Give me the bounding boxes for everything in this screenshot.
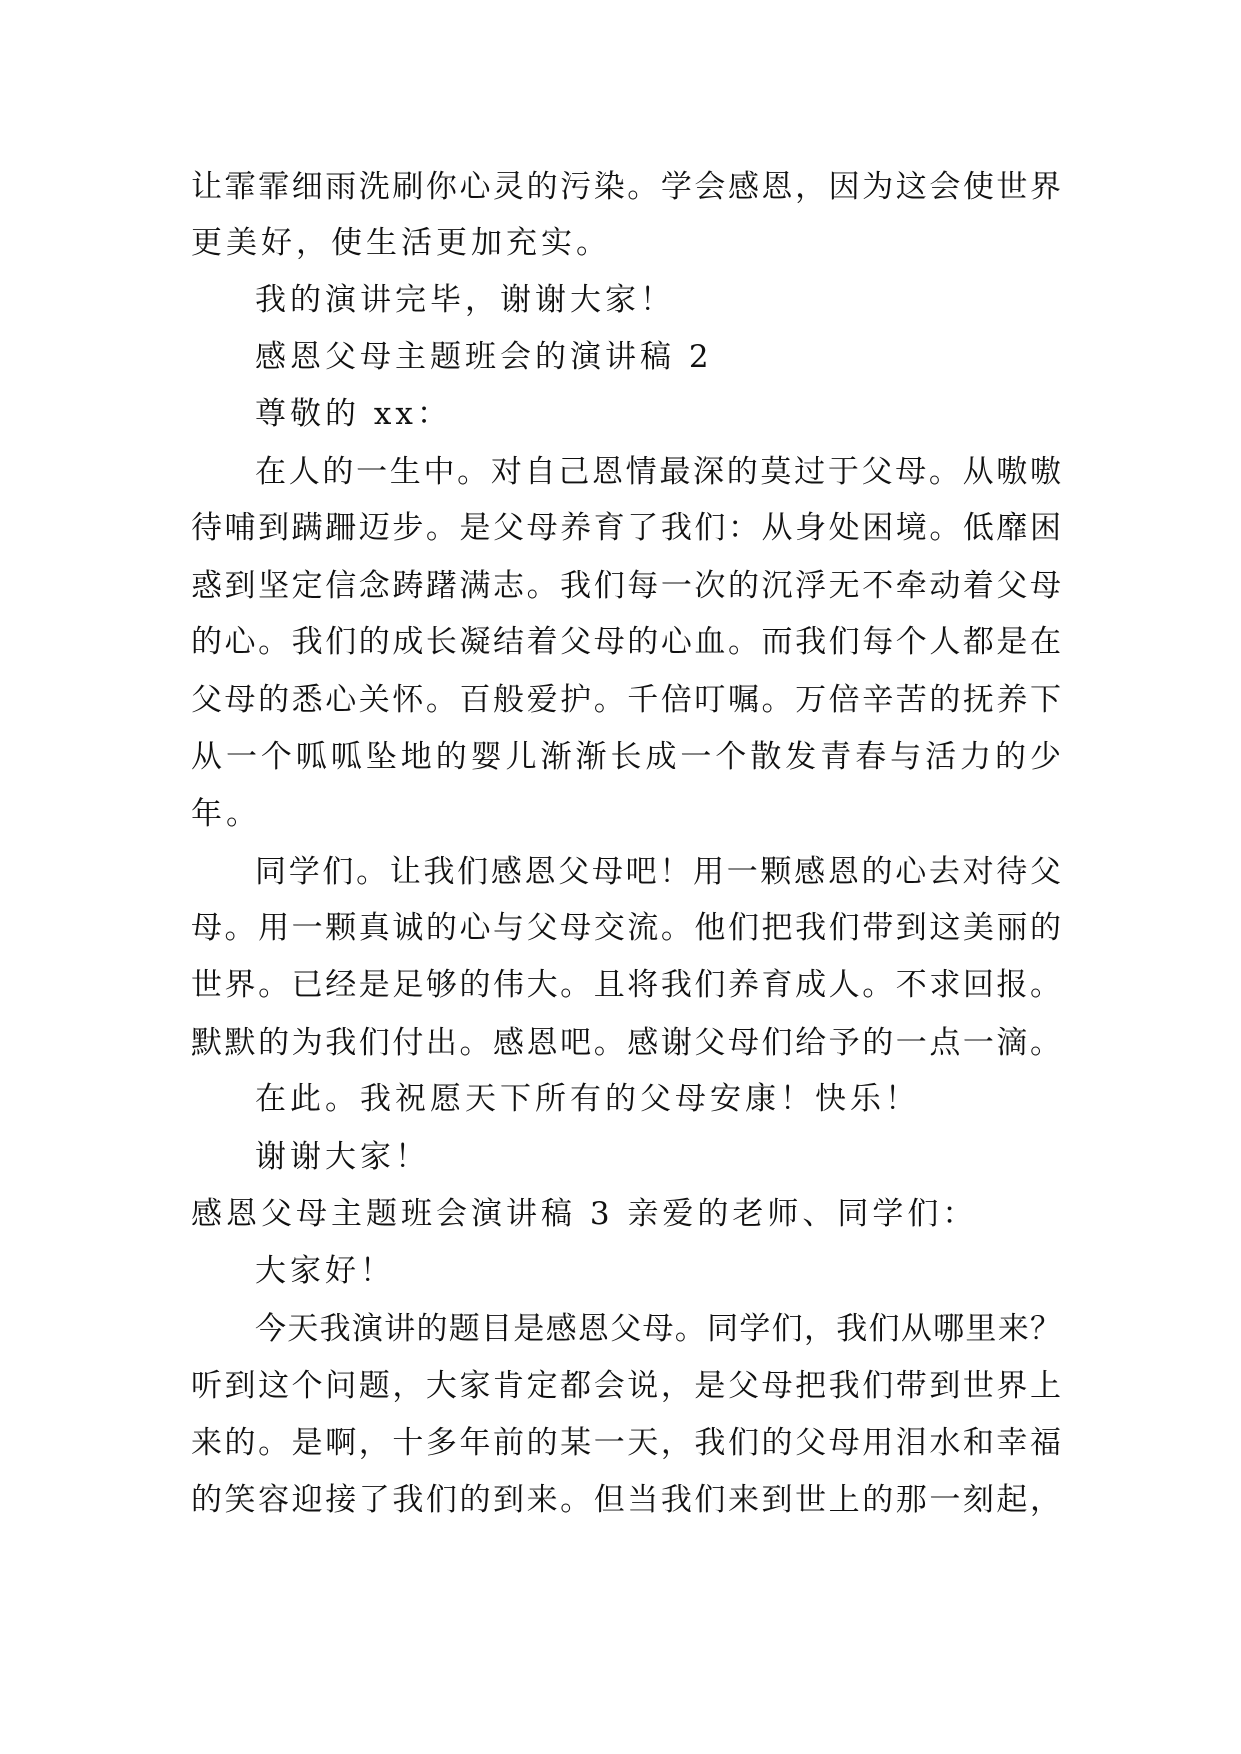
paragraph-line: 待哺到蹒跚迈步。是父母养育了我们：从身处困境。低靡困 — [191, 510, 1061, 546]
paragraph-line: 在人的一生中。对自己恩情最深的莫过于父母。从嗷嗷 — [255, 454, 1061, 490]
paragraph-line: 来的。是啊，十多年前的某一天，我们的父母用泪水和幸福 — [191, 1425, 1061, 1461]
paragraph-line: 惑到坚定信念踌躇满志。我们每一次的沉浮无不牵动着父母 — [191, 568, 1061, 604]
paragraph-line: 今天我演讲的题目是感恩父母。同学们，我们从哪里来？ — [255, 1311, 1061, 1347]
paragraph-line: 更美好，使生活更加充实。 — [191, 225, 611, 261]
paragraph-line: 的笑容迎接了我们的到来。但当我们来到世上的那一刻起， — [191, 1482, 1061, 1518]
greeting: 大家好！ — [255, 1253, 395, 1289]
paragraph-line: 同学们。让我们感恩父母吧！用一颗感恩的心去对待父 — [255, 854, 1061, 890]
paragraph-line: 我的演讲完毕，谢谢大家！ — [255, 282, 675, 318]
section-heading: 感恩父母主题班会的演讲稿 2 — [255, 339, 713, 375]
paragraph-line: 的心。我们的成长凝结着父母的心血。而我们每个人都是在 — [191, 624, 1061, 660]
paragraph-line: 默默的为我们付出。感恩吧。感谢父母们给予的一点一滴。 — [191, 1025, 1061, 1061]
paragraph-line: 谢谢大家！ — [255, 1139, 430, 1175]
paragraph-line: 让霏霏细雨洗刷你心灵的污染。学会感恩，因为这会使世界 — [191, 169, 1061, 205]
paragraph-line: 父母的悉心关怀。百般爱护。千倍叮嘱。万倍辛苦的抚养下 — [191, 682, 1061, 718]
paragraph-line: 在此。我祝愿天下所有的父母安康！快乐！ — [255, 1081, 920, 1117]
paragraph-line: 世界。已经是足够的伟大。且将我们养育成人。不求回报。 — [191, 967, 1061, 1003]
salutation: 尊敬的 xx： — [255, 396, 452, 432]
paragraph-line: 母。用一颗真诚的心与父母交流。他们把我们带到这美丽的 — [191, 910, 1061, 946]
paragraph-line: 从一个呱呱坠地的婴儿渐渐长成一个散发青春与活力的少 — [191, 739, 1061, 775]
paragraph-line: 年。 — [191, 796, 261, 832]
section-heading: 感恩父母主题班会演讲稿 3 亲爱的老师、同学们： — [191, 1196, 978, 1232]
paragraph-line: 听到这个问题，大家肯定都会说，是父母把我们带到世界上 — [191, 1368, 1061, 1404]
